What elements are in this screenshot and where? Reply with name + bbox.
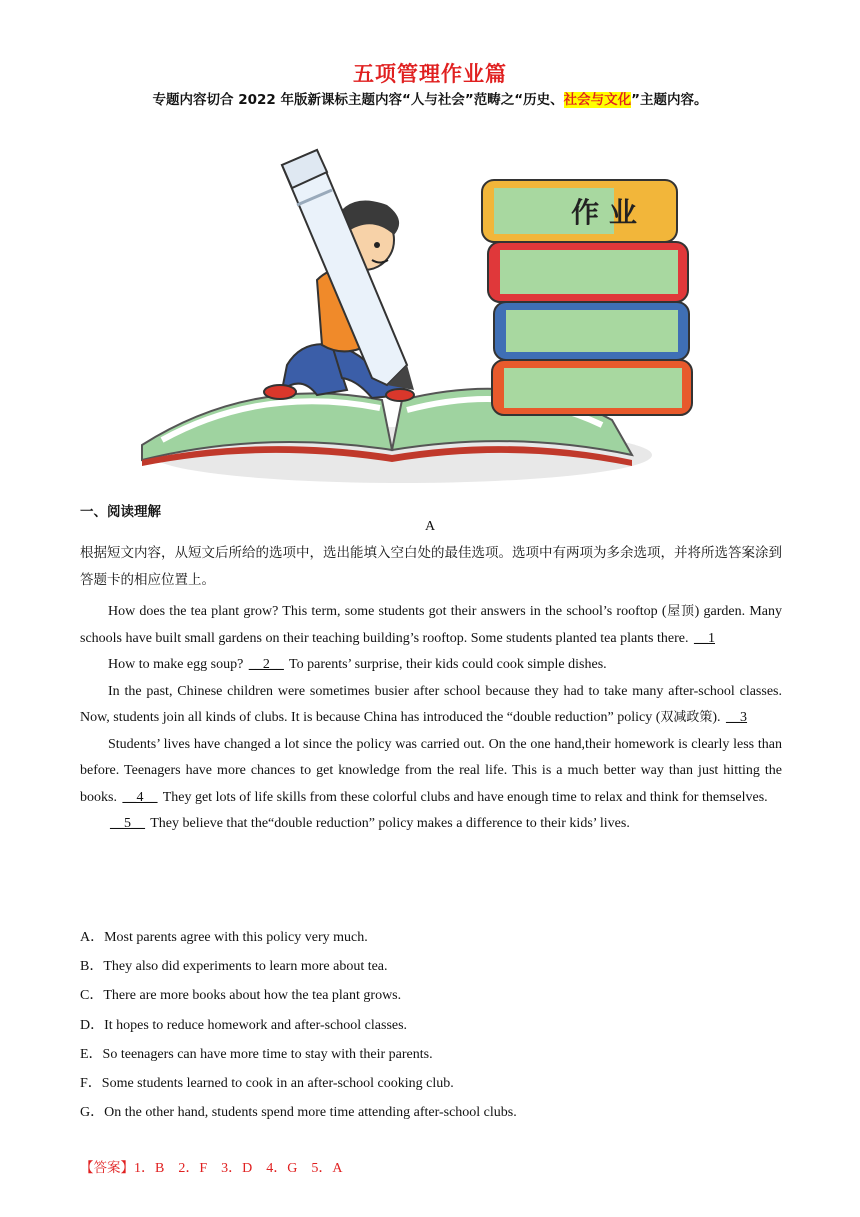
p1-text-b: ) garden. Many schools have built small gardens on their teaching building’s rooftop. Some students planted tea plants there. [80, 604, 782, 646]
answer-text: 1．B 2．F 3．D 4．G 5．A [134, 1161, 343, 1176]
paragraph-3 [80, 679, 782, 732]
subtitle-pre: 专题内容切合 2022 年版新课标主题内容“人与社会”范畴之“历史、 [152, 92, 564, 108]
p3-text: In the past, Chinese children were sometimes busier after school because they had to take many after-school classes. Now, students join all kinds of clubs. It is because China has introduced the “double reduction” policy ( [80, 683, 782, 725]
blank-1: __1 [694, 630, 715, 646]
page-subtitle [0, 88, 860, 108]
subtitle-highlight: 社会与文化 [563, 92, 632, 108]
passage [80, 599, 782, 838]
section-letter: A [424, 519, 436, 534]
page-title: 五项管理作业篇 [353, 62, 507, 86]
blank-2: __2__ [248, 657, 284, 672]
p1-cn: 屋顶 [666, 604, 695, 619]
p5-text-b: They believe that the“double reduction” policy makes a difference to their kids’ lives. [147, 816, 630, 831]
option-e: E．So teenagers can have more time to stay with their parents. [80, 1046, 433, 1062]
p3-cn: 双减政策 [660, 710, 713, 725]
option-f: F．Some students learned to cook in an after-school cooking club. [80, 1075, 454, 1091]
blank-5: __5__ [110, 816, 145, 831]
section-heading: 一、阅读理解 [80, 504, 161, 520]
answer-tag: 【答案】 [80, 1160, 134, 1176]
books-label: 作 业 [571, 196, 637, 229]
paragraph-5 [80, 811, 782, 838]
option-b: B．They also did experiments to learn more about tea. [80, 959, 388, 975]
p3-text-b: ). [712, 710, 725, 725]
paragraph-1 [80, 599, 782, 652]
options-list [80, 923, 782, 1127]
subtitle-post: ”主题内容。 [631, 92, 708, 108]
blank-3: __3 [726, 710, 748, 725]
instructions: 根据短文内容，从短文后所给的选项中，选出能填入空白处的最佳选项。选项中有两项为多余选项，并将所选答案涂到答题卡的相应位置上。 [80, 545, 782, 588]
option-c: C．There are more books about how the tea plant grows. [80, 988, 402, 1004]
paragraph-2 [80, 652, 782, 679]
paragraph-4 [80, 732, 782, 812]
option-g: G．On the other hand, students spend more time attending after-school clubs. [80, 1105, 517, 1121]
homework-illustration [132, 110, 730, 498]
option-d: D．It hopes to reduce homework and after-school classes. [80, 1017, 408, 1033]
p2-text-b: To parents’ surprise, their kids could cook simple dishes. [285, 657, 607, 672]
book-stack-icon [482, 180, 692, 415]
p4-text: Students’ lives have changed a lot since the policy was carried out. On the one hand,their homework is clearly less than before. Teenagers have more chances to get knowledge from the real life. This is a much better way than just hitting the books. [80, 736, 782, 805]
blank-4: __4__ [122, 789, 158, 805]
option-a: A．Most parents agree with this policy very much. [80, 930, 368, 945]
p2-text: How to make egg soup? [108, 657, 247, 672]
answer-key [80, 1156, 342, 1177]
p4-text-b: They get lots of life skills from these colorful clubs and have enough time to relax and think for themselves. [159, 789, 768, 805]
p1-text: How does the tea plant grow? This term, some students got their answers in the school’s rooftop ( [108, 604, 667, 619]
